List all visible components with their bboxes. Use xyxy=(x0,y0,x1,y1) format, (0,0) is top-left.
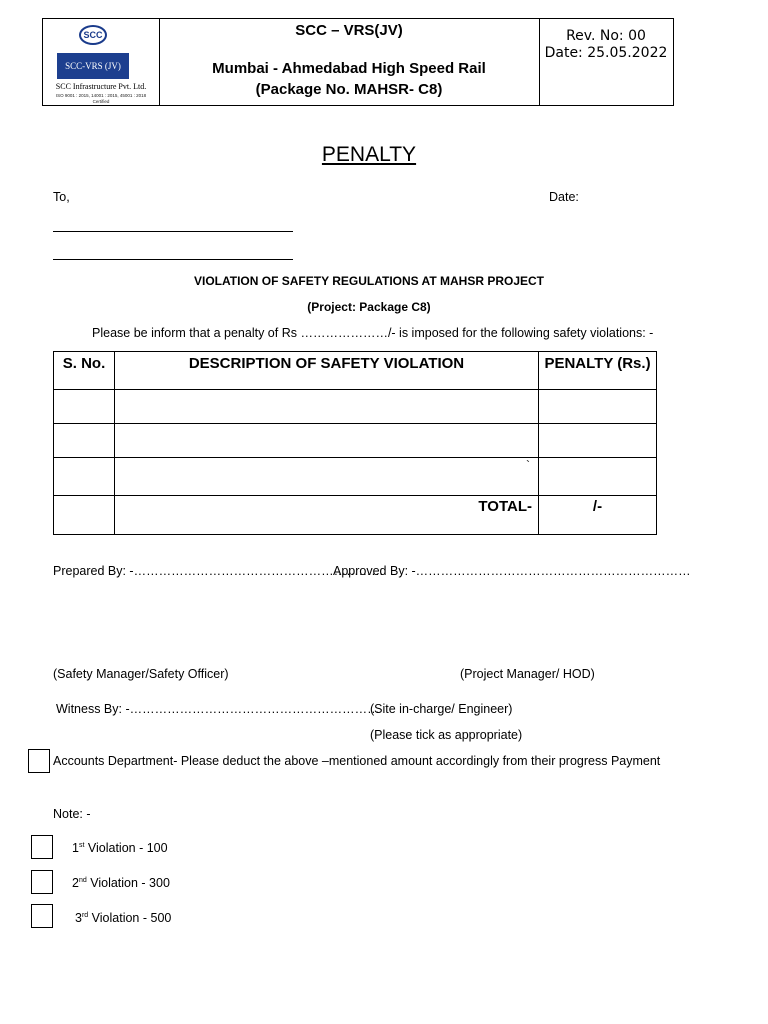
iso-certification: ISO 9001 : 2015, 14001 : 2015, 45001 : 2018 Certified xyxy=(55,93,147,104)
header-title-cell xyxy=(159,19,540,105)
col-penalty-header: PENALTY (Rs.) xyxy=(539,352,657,390)
project-line: (Project: Package C8) xyxy=(307,300,431,314)
tick-note: (Please tick as appropriate) xyxy=(370,728,523,742)
description-cell[interactable] xyxy=(115,424,539,458)
penalty-cell[interactable] xyxy=(539,424,657,458)
scc-logo-icon: SCC xyxy=(79,25,107,45)
total-row xyxy=(54,496,657,535)
violation-3-label: 3rd Violation - 500 xyxy=(75,911,172,925)
header-logo-cell xyxy=(43,19,160,105)
jv-logo-box: SCC-VRS (JV) xyxy=(57,53,129,79)
company-name: SCC Infrastructure Pvt. Ltd. xyxy=(55,82,147,91)
jv-title: SCC – VRS(JV) xyxy=(295,22,403,39)
table-header-row xyxy=(54,352,657,390)
project-title: Mumbai - Ahmedabad High Speed Rail xyxy=(212,60,486,77)
total-value-cell[interactable]: /- xyxy=(539,496,657,535)
violation-2-label: 2nd Violation - 300 xyxy=(72,876,170,890)
document-header xyxy=(42,18,674,106)
address-line-2[interactable] xyxy=(53,259,293,260)
safety-manager-label: (Safety Manager/Safety Officer) xyxy=(53,667,229,681)
package-title: (Package No. MAHSR- C8) xyxy=(255,81,443,98)
col-description-header: DESCRIPTION OF SAFETY VIOLATION xyxy=(115,352,539,390)
penalty-cell[interactable] xyxy=(539,390,657,424)
sno-cell xyxy=(54,496,115,535)
accounts-checkbox[interactable] xyxy=(28,749,50,773)
total-label: TOTAL- xyxy=(115,496,539,535)
penalty-cell[interactable] xyxy=(539,458,657,496)
revision-date: Date: 25.05.2022 xyxy=(544,45,668,61)
page-title: PENALTY xyxy=(321,143,417,166)
description-cell[interactable] xyxy=(115,390,539,424)
table-row xyxy=(54,424,657,458)
witness-by-field[interactable]: Witness By: -…………………………………………………… xyxy=(56,702,380,716)
description-cell[interactable]: ` xyxy=(115,458,539,496)
project-manager-label: (Project Manager/ HOD) xyxy=(460,667,595,681)
site-incharge-label: (Site in-charge/ Engineer) xyxy=(370,702,513,716)
accounts-instruction: Accounts Department- Please deduct the above –mentioned amount accordingly from their progress Payment xyxy=(53,754,661,768)
sno-cell[interactable] xyxy=(54,424,115,458)
table-row xyxy=(54,458,657,496)
violation-2-checkbox[interactable] xyxy=(31,870,53,894)
violation-1-checkbox[interactable] xyxy=(31,835,53,859)
prepared-by-field[interactable]: Prepared By: -…………………………………………………… xyxy=(53,564,384,578)
violation-1-label: 1st Violation - 100 xyxy=(72,841,168,855)
header-revision-cell xyxy=(539,19,673,105)
intro-text: Please be inform that a penalty of Rs …………………/- is imposed for the following safety violations: - xyxy=(92,326,654,340)
to-label: To, xyxy=(53,190,70,204)
address-line-1[interactable] xyxy=(53,231,293,232)
subject-line: VIOLATION OF SAFETY REGULATIONS AT MAHSR PROJECT xyxy=(193,274,544,288)
sno-cell[interactable] xyxy=(54,390,115,424)
col-sno-header: S. No. xyxy=(54,352,115,390)
note-label: Note: - xyxy=(53,807,91,821)
revision-number: Rev. No: 00 xyxy=(566,28,646,44)
sno-cell[interactable] xyxy=(54,458,115,496)
violation-3-checkbox[interactable] xyxy=(31,904,53,928)
date-label: Date: xyxy=(549,190,579,204)
approved-by-field[interactable]: Approved By: -………………………………………………………… xyxy=(333,564,691,578)
table-row xyxy=(54,390,657,424)
violation-table xyxy=(53,351,657,535)
